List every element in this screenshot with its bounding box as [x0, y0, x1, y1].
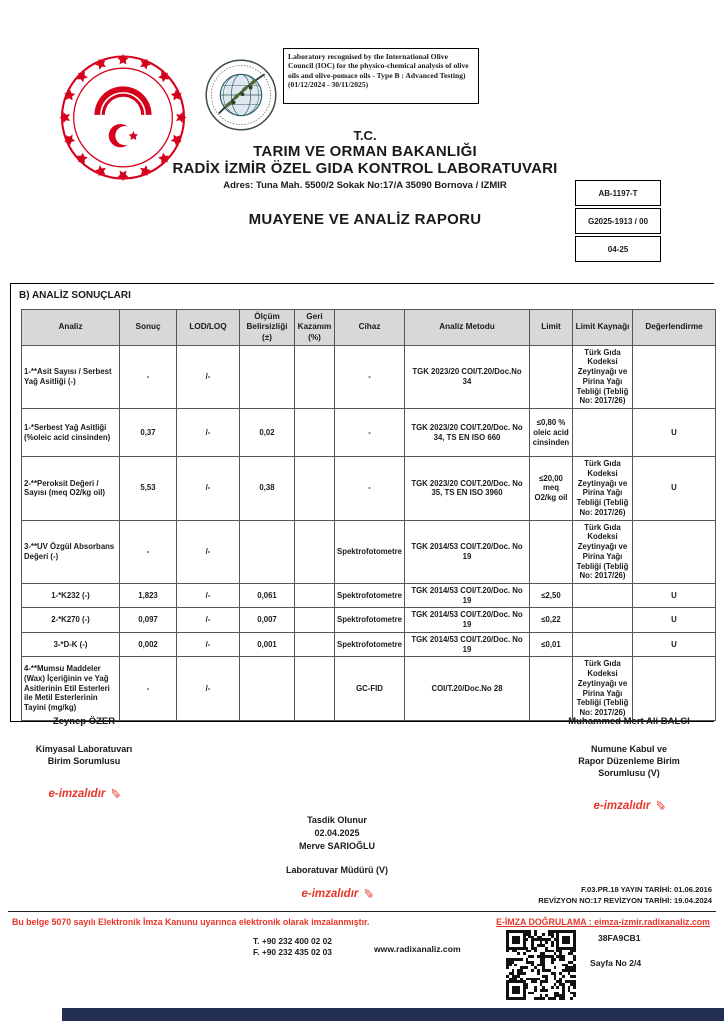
pen-icon: ✎: [651, 799, 668, 812]
laboratory-name: RADİX İZMİR ÖZEL GIDA KONTROL LABORATUVARI: [172, 160, 558, 177]
cell-limit: ≤0,80 % oleic acid cinsinden: [530, 409, 573, 457]
column-header-degerlendirme: Değerlendirme: [633, 310, 716, 346]
cell-degerlendirme: U: [633, 409, 716, 457]
pen-icon: ✎: [106, 787, 123, 800]
table-row: [22, 583, 716, 607]
results-table: [21, 309, 716, 721]
cell-analiz: 4-**Mumsu Maddeler (Wax) İçeriğinin ve Yağ Asitlerinin Etil Esterleri ile Metil Esterlerinin Tayini (mg/kg): [22, 657, 120, 720]
cell-cihaz: GC-FID: [335, 657, 405, 720]
cell-lod_loq: /-: [177, 657, 240, 720]
cell-olcum_belirsizligi: 0,02: [240, 409, 295, 457]
table-row: [22, 608, 716, 632]
cell-limit_kaynagi: [573, 632, 633, 656]
laboratory-address: Adres: Tuna Mah. 5500/2 Sokak No:17/A 35090 Bornova / IZMIR: [223, 180, 507, 191]
report-title: MUAYENE VE ANALİZ RAPORU: [248, 211, 482, 228]
cell-degerlendirme: [633, 657, 716, 720]
footer-divider: [8, 911, 716, 912]
table-row: [22, 409, 716, 457]
esign-legal-notice: Bu belge 5070 sayılı Elektronik İmza Kanunu uyarınca elektronik olarak imzalanmıştır.: [12, 917, 370, 927]
cell-limit: [530, 520, 573, 583]
cell-geri_kazanim: [295, 520, 335, 583]
cell-olcum_belirsizligi: 0,007: [240, 608, 295, 632]
signature-block-sample-acceptance: [548, 716, 710, 813]
cell-degerlendirme: U: [633, 632, 716, 656]
results-table-body: [22, 345, 716, 720]
cell-limit_kaynagi: Türk Gıda Kodeksi Zeytinyağı ve Pirina Yağı Tebliği (Tebliğ No: 2017/26): [573, 520, 633, 583]
cell-cihaz: -: [335, 345, 405, 408]
cell-analiz: 3-*D-K (-): [22, 632, 120, 656]
document-revision-info: [538, 884, 712, 907]
results-section: [10, 283, 714, 722]
website-url[interactable]: www.radixanaliz.com: [374, 944, 461, 954]
esignature-stamp: e-imzalıdır ✎: [593, 799, 668, 813]
cell-cihaz: -: [335, 457, 405, 520]
tc-heading: T.C.: [353, 128, 377, 143]
column-header-olcum_belirsizligi: Ölçüm Belirsizliği (±): [240, 310, 295, 346]
cell-olcum_belirsizligi: [240, 345, 295, 408]
cell-geri_kazanim: [295, 409, 335, 457]
fax-number: F. +90 232 435 02 03: [253, 946, 332, 957]
cell-limit_kaynagi: [573, 583, 633, 607]
cell-sonuc: 1,823: [120, 583, 177, 607]
publish-date-line: F.03.PR.18 YAYIN TARİHİ: 01.06.2016: [581, 885, 712, 894]
cell-olcum_belirsizligi: 0,001: [240, 632, 295, 656]
cell-limit: ≤0,01: [530, 632, 573, 656]
cell-analiz: 1-**Asit Sayısı / Serbest Yağ Asitliği (-): [22, 345, 120, 408]
column-header-analiz: Analiz: [22, 310, 120, 346]
cell-olcum_belirsizligi: 0,38: [240, 457, 295, 520]
esignature-stamp: e-imzalıdır ✎: [301, 886, 376, 900]
cell-analiz_metodu: TGK 2014/53 COI/T.20/Doc. No 19: [405, 520, 530, 583]
cell-analiz_metodu: TGK 2023/20 COI/T.20/Doc.No 34: [405, 345, 530, 408]
column-header-limit_kaynagi: Limit Kaynağı: [573, 310, 633, 346]
cell-sonuc: 0,097: [120, 608, 177, 632]
qr-code: [506, 930, 576, 1000]
cell-analiz_metodu: TGK 2014/53 COI/T.20/Doc. No 19: [405, 632, 530, 656]
cell-limit_kaynagi: [573, 409, 633, 457]
esign-verification-link[interactable]: E-İMZA DOĞRULAMA : eimza-izmir.radixanaliz.com: [496, 917, 710, 927]
cell-analiz_metodu: TGK 2023/20 COI/T.20/Doc. No 34, TS EN ISO 660: [405, 409, 530, 457]
ministry-name: TARIM VE ORMAN BAKANLIĞI: [253, 143, 477, 160]
approver-role: Laboratuvar Müdürü (V): [285, 865, 388, 875]
cell-geri_kazanim: [295, 608, 335, 632]
column-header-lod_loq: LOD/LOQ: [177, 310, 240, 346]
cell-sonuc: 0,002: [120, 632, 177, 656]
cell-analiz_metodu: TGK 2023/20 COI/T.20/Doc. No 35, TS EN ISO 3960: [405, 457, 530, 520]
column-header-cihaz: Cihaz: [335, 310, 405, 346]
cell-cihaz: Spektrofotometre: [335, 520, 405, 583]
cell-analiz_metodu: TGK 2014/53 COI/T.20/Doc. No 19: [405, 608, 530, 632]
cell-limit: ≤20,00 meq O2/kg oil: [530, 457, 573, 520]
cell-limit_kaynagi: [573, 608, 633, 632]
cell-limit: [530, 345, 573, 408]
cell-limit_kaynagi: Türk Gıda Kodeksi Zeytinyağı ve Pirina Yağı Tebliği (Tebliğ No: 2017/26): [573, 457, 633, 520]
signer-role: Numune Kabul ve Rapor Düzenleme Birim Sorumlusu (V): [578, 744, 680, 779]
cell-lod_loq: /-: [177, 632, 240, 656]
approval-block: [237, 812, 437, 901]
pen-icon: ✎: [359, 886, 376, 900]
cell-degerlendirme: U: [633, 457, 716, 520]
signer-name: Muhammed Mert Ali BALCI: [568, 716, 690, 727]
cell-lod_loq: /-: [177, 457, 240, 520]
cell-olcum_belirsizligi: [240, 520, 295, 583]
column-header-geri_kazanim: Geri Kazanım (%): [295, 310, 335, 346]
cell-sonuc: -: [120, 345, 177, 408]
cell-lod_loq: /-: [177, 583, 240, 607]
ioc-logo: [204, 58, 278, 132]
revision-line: REVİZYON NO:17 REVİZYON TARİHİ: 19.04.2024: [538, 896, 712, 906]
cell-lod_loq: /-: [177, 520, 240, 583]
table-row: [22, 657, 716, 720]
contact-phone-fax: [253, 936, 332, 958]
column-header-sonuc: Sonuç: [120, 310, 177, 346]
signature-block-chemical-lab: [14, 716, 154, 801]
doc-code-period: 04-25: [575, 236, 661, 262]
cell-limit: ≤0,22: [530, 608, 573, 632]
cell-degerlendirme: U: [633, 583, 716, 607]
signer-name: Zeynep ÖZER: [52, 716, 116, 727]
doc-code-accreditation: AB-1197-T: [575, 180, 661, 206]
cell-lod_loq: /-: [177, 409, 240, 457]
cell-sonuc: -: [120, 657, 177, 720]
cell-analiz_metodu: COI/T.20/Doc.No 28: [405, 657, 530, 720]
cell-cihaz: Spektrofotometre: [335, 583, 405, 607]
cell-geri_kazanim: [295, 345, 335, 408]
verification-code: 38FA9CB1: [598, 933, 641, 943]
approver-name: Merve SARIOĞLU: [298, 841, 376, 851]
table-row: [22, 457, 716, 520]
approval-date: 02.04.2025: [314, 828, 360, 838]
cell-lod_loq: /-: [177, 345, 240, 408]
table-row: [22, 632, 716, 656]
cell-sonuc: 5,53: [120, 457, 177, 520]
page-number: Sayfa No 2/4: [590, 958, 642, 968]
cell-limit_kaynagi: Türk Gıda Kodeksi Zeytinyağı ve Pirina Yağı Tebliği (Tebliğ No: 2017/26): [573, 345, 633, 408]
approval-heading: Tasdik Olunur: [307, 815, 367, 825]
cell-degerlendirme: U: [633, 608, 716, 632]
cell-sonuc: -: [120, 520, 177, 583]
section-title: B) ANALİZ SONUÇLARI: [19, 290, 131, 301]
cell-analiz: 1-*Serbest Yağ Asitliği (%oleic acid cinsinden): [22, 409, 120, 457]
cell-limit_kaynagi: Türk Gıda Kodeksi Zeytinyağı ve Pirina Yağı Tebliği (Tebliğ No: 2017/26): [573, 657, 633, 720]
doc-code-report-no: G2025-1913 / 00: [575, 208, 661, 234]
cell-geri_kazanim: [295, 632, 335, 656]
cell-geri_kazanim: [295, 583, 335, 607]
cell-cihaz: -: [335, 409, 405, 457]
cell-analiz: 2-*K270 (-): [22, 608, 120, 632]
cell-cihaz: Spektrofotometre: [335, 608, 405, 632]
doc-code-boxes: [575, 180, 661, 264]
results-table-head: [22, 310, 716, 346]
ioc-accreditation-note: Laboratory recognised by the International Olive Council (IOC) for the physico-chemical analysis of olive oils and olive-pomace oils - Type B : Advanced Testing) (01/12/2024 - 30/11/2025): [283, 48, 479, 104]
cell-limit: ≤2,50: [530, 583, 573, 607]
cell-geri_kazanim: [295, 457, 335, 520]
cell-degerlendirme: [633, 520, 716, 583]
title-block: [150, 128, 580, 228]
signer-role: Kimyasal Laboratuvarı Birim Sorumlusu: [35, 744, 133, 767]
cell-degerlendirme: [633, 345, 716, 408]
table-row: [22, 345, 716, 408]
cell-lod_loq: /-: [177, 608, 240, 632]
cell-sonuc: 0,37: [120, 409, 177, 457]
table-row: [22, 520, 716, 583]
cell-analiz: 2-**Peroksit Değeri / Sayısı (meq O2/kg oil): [22, 457, 120, 520]
cell-analiz_metodu: TGK 2014/53 COI/T.20/Doc. No 19: [405, 583, 530, 607]
footer-bar: [62, 1008, 724, 1021]
cell-olcum_belirsizligi: [240, 657, 295, 720]
cell-olcum_belirsizligi: 0,061: [240, 583, 295, 607]
column-header-analiz_metodu: Analiz Metodu: [405, 310, 530, 346]
cell-geri_kazanim: [295, 657, 335, 720]
phone-number: T. +90 232 400 02 02: [253, 936, 332, 946]
cell-analiz: 1-*K232 (-): [22, 583, 120, 607]
cell-analiz: 3-**UV Özgül Absorbans Değeri (-): [22, 520, 120, 583]
esignature-stamp: e-imzalıdır ✎: [48, 787, 123, 801]
cell-limit: [530, 657, 573, 720]
cell-cihaz: Spektrofotometre: [335, 632, 405, 656]
column-header-limit: Limit: [530, 310, 573, 346]
